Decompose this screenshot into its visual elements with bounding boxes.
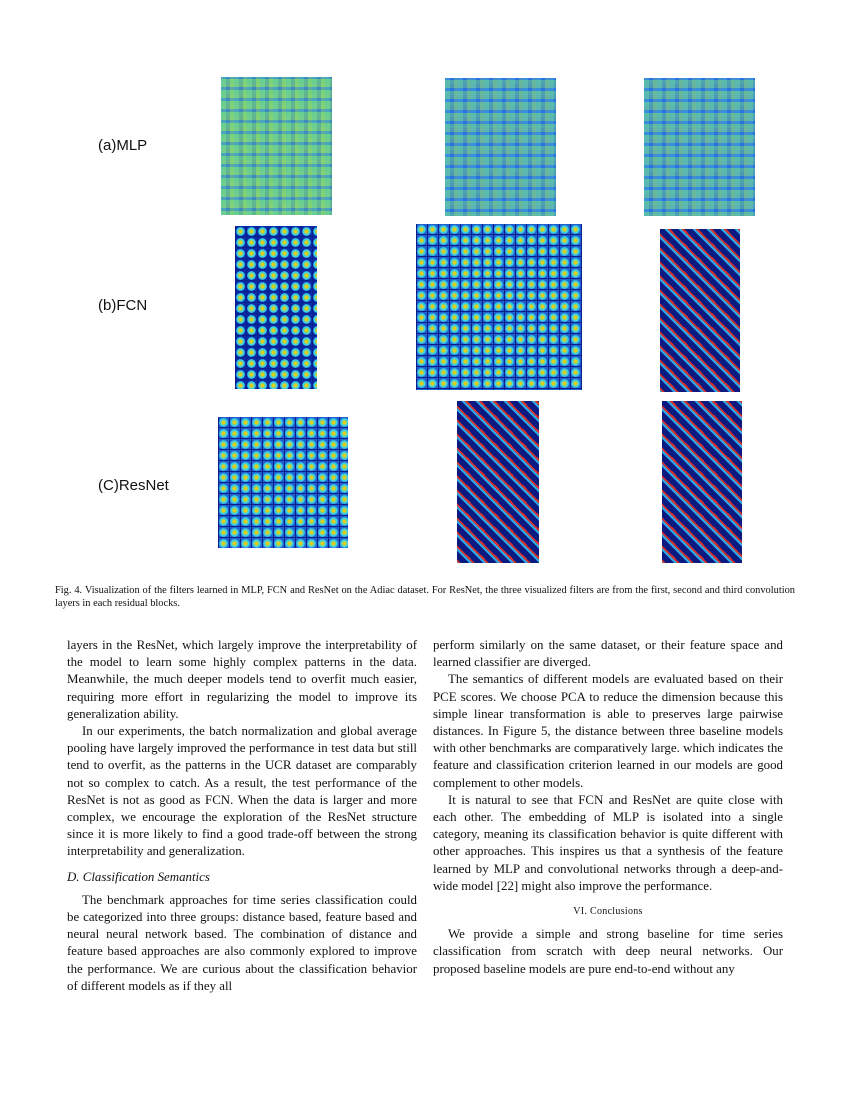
- mlp-filter-image-3: [644, 78, 755, 216]
- paragraph: In our experiments, the batch normalization and global average pooling have largely improved the performance in test data but still tend to overfit, as the patterns in the UCR dataset are comparably not so complex to catch. As a result, the test performance of the ResNet is not as good as FCN. When the data is larger and more complex, we encourage the exploration of the ResNet structure since it is more likely to find a good trade-off between the strong interpretability and generalization.: [67, 724, 417, 859]
- resnet-filter-image-3: [662, 401, 742, 563]
- section-heading: VI. Conclusions: [573, 906, 643, 918]
- row-label-resnet: (C)ResNet: [98, 477, 169, 494]
- row-label-mlp: (a)MLP: [98, 137, 148, 154]
- resnet-filter-image-2: [457, 401, 539, 563]
- fcn-filter-image-1: [235, 226, 317, 389]
- subsection-heading: D. Classification Semantics: [67, 869, 210, 884]
- paragraph: perform similarly on the same dataset, or their feature space and learned classifier are diverged.: [433, 638, 783, 670]
- fcn-filter-image-2: [416, 224, 582, 390]
- resnet-filter-image-1: [218, 417, 348, 548]
- paragraph: The semantics of different models are evaluated based on their PCE scores. We choose PCA to reduce the dimension because this simple linear transformation is able to preserves large pairwise distances. In Figure 5, the distance between three baseline models with other benchmarks are comparatively large. which indicates the feature and classification criterion learned in our models are good complement to other models.: [433, 672, 783, 790]
- mlp-filter-image-1: [221, 77, 332, 215]
- paragraph: layers in the ResNet, which largely improve the interpretability of the model to learn some highly complex patterns in the data. Meanwhile, the much deeper models tend to overfit much easier, requiring more effort in regularizing the model to improve its generalization ability.: [67, 638, 417, 721]
- paragraph: The benchmark approaches for time series classification could be categorized into three groups: distance based, feature based and neural neural network based. The combination of distance and feature based approaches are also commonly explored to improve the performance. We are curious about the classification behavior of different models as if they all: [67, 892, 417, 993]
- mlp-filter-image-2: [445, 78, 556, 216]
- paragraph: We provide a simple and strong baseline for time series classification from scratch with deep neural networks. Our proposed baseline models are pure end-to-end without any: [433, 927, 783, 976]
- left-column: [67, 637, 417, 995]
- paragraph: It is natural to see that FCN and ResNet are quite close with each other. The embedding of MLP is isolated into a single category, meaning its classification behavior is quite different with other approaches. This inspires us that a synthesis of the feature learned by MLP and convolutional networks through a deep-and-wide model [22] might also improve the performance.: [433, 792, 783, 893]
- row-label-fcn: (b)FCN: [98, 297, 148, 314]
- figure-caption: Fig. 4. Visualization of the filters learned in MLP, FCN and ResNet on the Adiac dataset. For ResNet, the three visualized filters are from the first, second and third convolution layers in each residual blocks.: [55, 585, 795, 609]
- right-column: [433, 637, 783, 978]
- fcn-filter-image-3: [660, 229, 740, 392]
